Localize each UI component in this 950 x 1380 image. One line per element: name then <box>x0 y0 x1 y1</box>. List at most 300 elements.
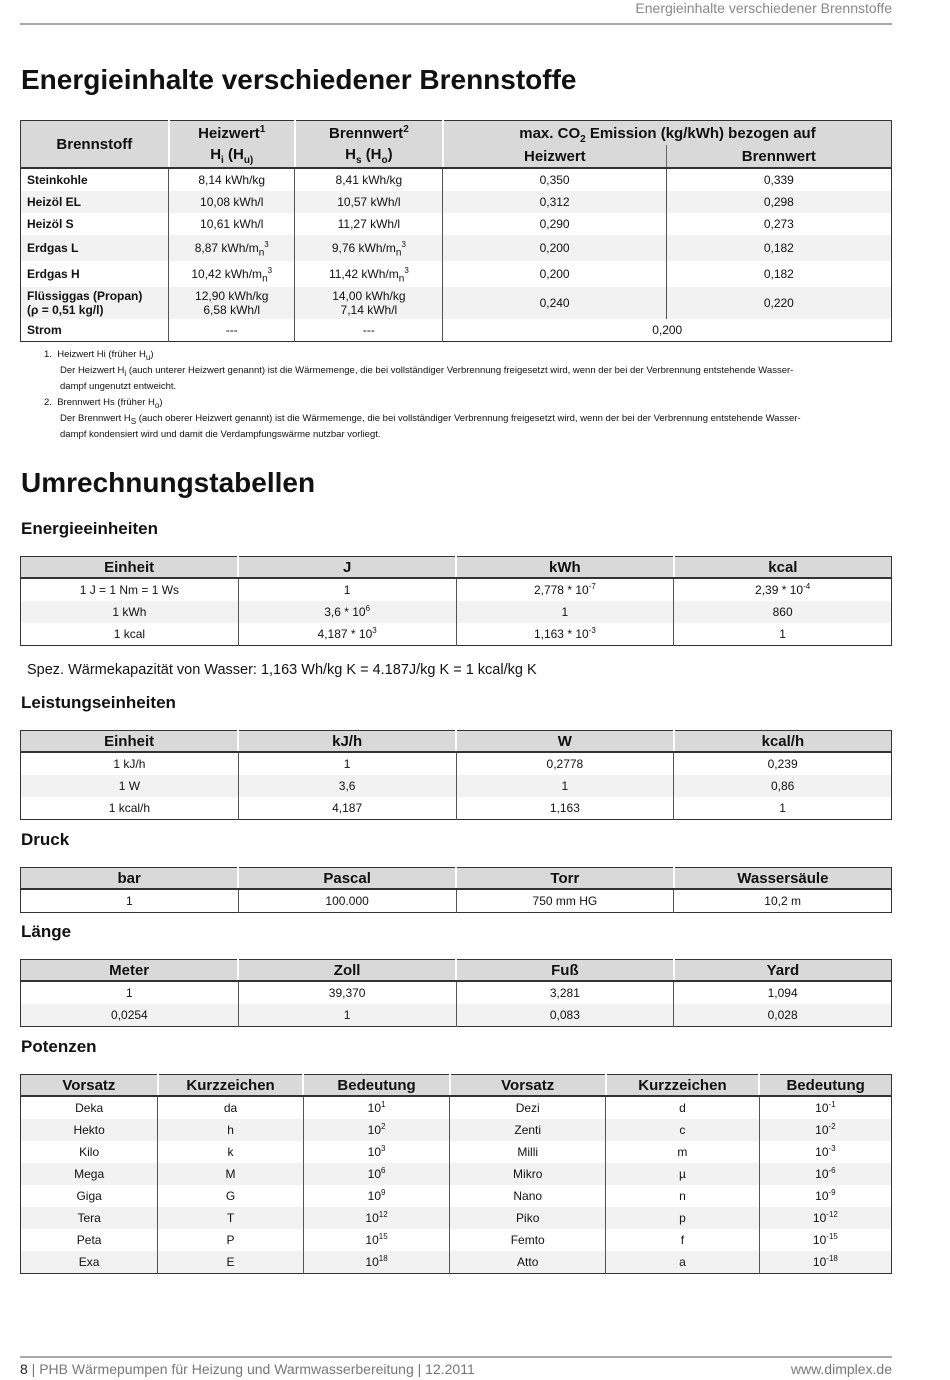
prefix-name: Dezi <box>450 1096 606 1119</box>
pressure-body <box>21 889 892 913</box>
fuel-unit-sub: n <box>395 247 402 259</box>
energy-cell: 1 J = 1 Nm = 1 Ws <box>79 583 180 597</box>
table-row <box>21 235 892 261</box>
prefix-exponent: -18 <box>826 1254 838 1263</box>
length-body <box>21 981 892 1027</box>
page-title: Energieinhalte verschiedener Brennstoffe <box>21 64 577 95</box>
pressure-cell: 1 <box>126 894 133 908</box>
prefix-value <box>303 1119 450 1141</box>
fuel-cell-hi <box>169 168 295 191</box>
prefix-base: 10 <box>367 1145 382 1159</box>
table-row <box>21 1163 892 1185</box>
pressure-cell: 750 mm HG <box>456 889 674 913</box>
power-cell: 1 kcal/h <box>108 801 151 815</box>
power-cell: 0,2778 <box>456 752 674 775</box>
prefix-name: Hekto <box>21 1119 158 1141</box>
pressure-header-cell: bar <box>21 868 239 890</box>
energy-cell-exp: -7 <box>588 582 596 591</box>
energy-cell <box>238 601 456 623</box>
powers-header-cell: Kurzzeichen <box>158 1075 304 1097</box>
header-brennstoff: Brennstoff <box>21 121 169 169</box>
power-cell: 1,163 <box>456 797 674 820</box>
prefix-name: Deka <box>75 1101 104 1115</box>
prefix-exponent: 18 <box>378 1254 388 1263</box>
power-title: Leistungseinheiten <box>21 693 176 712</box>
fuel-cell-hs <box>295 261 443 287</box>
prefix-base: 10 <box>815 1189 829 1203</box>
energy-cell: 1 kWh <box>21 601 239 623</box>
table-row <box>21 191 892 213</box>
footnote-1-title-sub: u <box>145 352 151 362</box>
table-row <box>21 1096 892 1119</box>
prefix-value <box>303 1251 450 1274</box>
prefix-base: 10 <box>812 1233 827 1247</box>
footnote-2-title-text: Brennwert Hs (früher H <box>57 397 155 408</box>
propan-hi-1: 12,90 kWh/kg <box>195 289 269 303</box>
fuel-cell-co2-hi: 0,312 <box>443 191 666 213</box>
footnote-2 <box>44 395 884 443</box>
length-cell: 1 <box>126 986 133 1000</box>
prefix-symbol: m <box>606 1141 760 1163</box>
length-header-cell: Meter <box>21 960 239 982</box>
water-heat-capacity-note: Spez. Wärmekapazität von Wasser: 1,163 Wh/kg K = 4.187J/kg K = 1 kcal/kg K <box>27 662 537 678</box>
length-header-cell: Zoll <box>238 960 456 982</box>
prefix-base: 10 <box>365 1233 379 1247</box>
header-brennwert-label: Brennwert <box>329 125 404 142</box>
fuel-cell-co2-hs: 0,298 <box>666 191 891 213</box>
power-header-cell: kJ/h <box>238 731 456 753</box>
fuel-value: 10,61 kWh/l <box>200 217 264 231</box>
footnotes <box>44 347 884 443</box>
table-row <box>21 1119 892 1141</box>
header-co2-b: Emission (kg/kWh) bezogen auf <box>585 124 816 142</box>
footer-page-number: 8 <box>20 1361 28 1377</box>
prefix-symbol: d <box>606 1096 760 1119</box>
prefix-symbol: p <box>606 1207 760 1229</box>
length-cell: 0,083 <box>456 1004 674 1027</box>
header-co2-sub: 2 <box>580 133 586 145</box>
propan-hi-2: 6,58 kWh/l <box>203 303 261 317</box>
prefix-base: 10 <box>367 1189 382 1203</box>
running-header: Energieinhalte verschiedener Brennstoffe <box>20 0 892 25</box>
table-row <box>21 981 892 1004</box>
propan-hs-1: 14,00 kWh/kg <box>332 289 406 303</box>
strom-co2: 0,200 <box>443 319 892 342</box>
table-row <box>21 623 892 646</box>
table-row <box>21 213 892 235</box>
table-row <box>21 601 892 623</box>
footnote-2-text-a: Der Brennwert H <box>60 413 131 424</box>
prefix-name: Kilo <box>79 1145 100 1159</box>
fuel-table-header <box>21 121 892 146</box>
energy-header-j: J <box>238 557 456 579</box>
header-co2-a: max. CO <box>519 124 581 142</box>
prefix-base: 10 <box>367 1123 382 1137</box>
prefix-value <box>303 1207 450 1229</box>
fuel-value: 10,08 kWh/l <box>200 195 264 209</box>
prefix-exponent: -6 <box>828 1166 836 1175</box>
prefix-name: Atto <box>450 1251 606 1274</box>
fuel-cell-hs <box>295 213 443 235</box>
prefix-value <box>303 1096 450 1119</box>
prefix-name: Exa <box>21 1251 158 1274</box>
table-row-propan <box>21 287 892 319</box>
footnote-1-text-a: Der Heizwert H <box>60 365 125 376</box>
prefix-symbol: da <box>158 1096 304 1119</box>
length-header-cell: Yard <box>674 960 892 982</box>
powers-title: Potenzen <box>21 1037 97 1056</box>
table-row <box>21 1207 892 1229</box>
powers-table <box>20 1074 892 1274</box>
pressure-header-cell: Pascal <box>238 868 456 890</box>
footer-separator: | <box>27 1361 40 1377</box>
prefix-base: 10 <box>367 1167 382 1181</box>
fuel-name: Heizöl EL <box>27 195 82 209</box>
energy-cell <box>674 578 892 601</box>
prefix-symbol: M <box>158 1163 304 1185</box>
fuel-cell-hs <box>295 191 443 213</box>
energy-cell <box>456 578 674 601</box>
energy-header-kwh: kWh <box>456 557 674 579</box>
power-header <box>21 731 892 753</box>
propan-name-1: Flüssiggas (Propan) <box>27 289 143 303</box>
prefix-symbol: G <box>158 1185 304 1207</box>
table-row <box>21 261 892 287</box>
fuel-cell-co2-hi: 0,350 <box>443 168 666 191</box>
prefix-name: Milli <box>450 1141 606 1163</box>
footnote-1-body <box>44 363 884 395</box>
fuel-unit-sup: 3 <box>404 266 409 275</box>
energy-cell-base: 2,39 * 10 <box>755 583 804 597</box>
prefix-symbol: a <box>606 1251 760 1274</box>
table-row <box>21 889 892 913</box>
pressure-header <box>21 868 892 890</box>
prefix-symbol: T <box>158 1207 304 1229</box>
power-cell: 0,239 <box>674 752 892 775</box>
table-row <box>21 168 892 191</box>
pressure-header-cell: Torr <box>456 868 674 890</box>
footnote-2-title <box>44 395 884 411</box>
fuel-cell-co2-hi: 0,200 <box>443 261 666 287</box>
header-co2-brennwert: Brennwert <box>666 145 891 168</box>
powers-header-cell: Kurzzeichen <box>606 1075 760 1097</box>
powers-header-cell: Bedeutung <box>759 1075 891 1097</box>
strom-hs: --- <box>295 319 443 342</box>
energy-header-kcal: kcal <box>674 557 892 579</box>
fuel-unit-sub: n <box>398 273 405 285</box>
fuel-value: 11,27 kWh/l <box>337 217 401 231</box>
prefix-base: 10 <box>815 1101 829 1115</box>
energy-cell-exp: 6 <box>365 604 371 613</box>
prefix-name: Nano <box>450 1185 606 1207</box>
power-cell: 1 kJ/h <box>113 757 146 771</box>
propan-name-2: (ρ = 0,51 kg/l) <box>27 303 104 317</box>
footer <box>20 1356 892 1378</box>
fuel-unit-sup: 3 <box>264 240 269 249</box>
prefix-name: Giga <box>76 1189 102 1203</box>
energy-cell <box>238 623 456 646</box>
table-row <box>21 578 892 601</box>
energy-header-einheit: Einheit <box>21 557 239 579</box>
fuel-cell-co2-hi: 0,290 <box>443 213 666 235</box>
power-cell: 0,86 <box>674 775 892 797</box>
energy-cell-base: 1,163 * 10 <box>533 627 589 641</box>
prefix-exponent: 3 <box>381 1144 386 1153</box>
prefix-exponent: 2 <box>381 1122 386 1131</box>
prefix-exponent: -3 <box>828 1144 836 1153</box>
fuel-table-body <box>21 168 892 287</box>
length-header <box>21 960 892 982</box>
header-brennwert-sym: H <box>345 146 356 163</box>
footnote-1-num: 1. <box>44 349 52 360</box>
power-cell: 1 W <box>21 775 239 797</box>
header-co2-heizwert: Heizwert <box>443 145 666 168</box>
prefix-symbol: µ <box>606 1163 760 1185</box>
prefix-name: Zenti <box>450 1119 606 1141</box>
prefix-symbol: k <box>158 1141 304 1163</box>
fuel-cell-co2-hs: 0,182 <box>666 261 891 287</box>
power-cell: 1 <box>674 797 892 820</box>
footnote-2-text-sub: S <box>130 416 137 426</box>
fuel-cell-co2-hs: 0,339 <box>666 168 891 191</box>
footnote-1-title-end: ) <box>150 349 154 360</box>
prefix-symbol: n <box>606 1185 760 1207</box>
prefix-value <box>759 1251 891 1274</box>
energy-cell <box>456 623 674 646</box>
fuel-cell-hi <box>169 213 295 235</box>
power-cell: 4,187 <box>238 797 456 820</box>
footnote-2-title-end: ) <box>159 397 163 408</box>
prefix-base: 10 <box>812 1255 827 1269</box>
length-cell: 3,281 <box>456 981 674 1004</box>
prefix-exponent: 15 <box>378 1232 388 1241</box>
table-row <box>21 775 892 797</box>
energy-cell-exp: -3 <box>588 626 596 635</box>
propan-co2-hi: 0,240 <box>443 287 666 319</box>
footnote-1-text-b: (auch unterer Heizwert genannt) ist die Wärmemenge, die bei vollständiger Verbrennung freigesetzt wird, wenn der bei der Verbrennung entstehende Wasser- <box>126 365 794 376</box>
prefix-exponent: -2 <box>828 1122 836 1131</box>
header-heizwert-sym: H <box>210 146 222 163</box>
fuel-value: 8,87 kWh/m <box>194 241 259 255</box>
power-table <box>20 730 892 820</box>
prefix-exponent: 1 <box>381 1100 386 1109</box>
length-table <box>20 959 892 1027</box>
prefix-value <box>303 1229 450 1251</box>
energy-cell-base: 3,6 * 10 <box>324 605 366 619</box>
fuel-name: Erdgas H <box>27 267 80 281</box>
fuel-name: Erdgas L <box>27 241 79 255</box>
fuel-value: 8,14 kWh/kg <box>198 173 266 187</box>
prefix-value <box>303 1163 450 1185</box>
prefix-value <box>303 1141 450 1163</box>
length-cell: 1,094 <box>674 981 892 1004</box>
header-brennwert-sup: 2 <box>403 124 409 135</box>
propan-hs <box>295 287 443 319</box>
prefix-name: Mikro <box>450 1163 606 1185</box>
table-row <box>21 1251 892 1274</box>
table-row <box>21 1229 892 1251</box>
fuel-name: Heizöl S <box>27 217 74 231</box>
powers-header-cell: Bedeutung <box>303 1075 450 1097</box>
prefix-name: Peta <box>76 1233 102 1247</box>
energy-table <box>20 556 892 646</box>
prefix-name: Femto <box>450 1229 606 1251</box>
prefix-value <box>759 1229 891 1251</box>
energy-cell: 1 <box>456 601 674 623</box>
header-brennwert <box>295 121 443 169</box>
energy-cell: 1 <box>674 623 892 646</box>
power-cell: 1 <box>238 752 456 775</box>
prefix-value <box>759 1141 891 1163</box>
fuel-name: Steinkohle <box>27 173 88 187</box>
prefix-value <box>303 1185 450 1207</box>
fuel-cell-hi <box>169 191 295 213</box>
power-cell: 3,6 <box>238 775 456 797</box>
energy-cell: 1 kcal <box>113 627 146 641</box>
header-brennwert-sym-sub: s <box>355 155 362 166</box>
fuel-unit-sup: 3 <box>401 240 406 249</box>
power-header-cell: kcal/h <box>674 731 892 753</box>
propan-name <box>21 287 169 319</box>
pressure-cell: 10,2 m <box>674 889 892 913</box>
prefix-base: 10 <box>815 1145 829 1159</box>
header-brennwert-paren-sub: o <box>381 155 388 166</box>
prefix-exponent: 12 <box>378 1210 388 1219</box>
power-header-cell: W <box>456 731 674 753</box>
fuel-value: 10,57 kWh/l <box>337 195 401 209</box>
table-row <box>21 752 892 775</box>
prefix-exponent: 6 <box>381 1166 386 1175</box>
header-brennwert-paren-close: ) <box>387 146 393 163</box>
fuel-unit-sup: 3 <box>267 266 273 275</box>
section-title-conversion: Umrechnungstabellen <box>21 467 316 498</box>
prefix-base: 10 <box>365 1255 379 1269</box>
footer-publication: PHB Wärmepumpen für Heizung und Warmwasserbereitung <box>39 1361 414 1377</box>
footnote-1-text-sub: i <box>124 368 127 378</box>
fuel-value: 11,42 kWh/m <box>328 267 399 281</box>
fuel-unit-sub: n <box>262 273 268 285</box>
prefix-name: Mega <box>21 1163 158 1185</box>
fuel-value: 10,42 kWh/m <box>191 267 263 281</box>
fuel-value: 8,41 kWh/kg <box>335 173 403 187</box>
footnote-2-body <box>44 411 884 443</box>
prefix-exponent: -1 <box>828 1100 836 1109</box>
footnote-1-title <box>44 347 884 363</box>
prefix-value <box>759 1096 891 1119</box>
length-title: Länge <box>21 922 72 941</box>
propan-co2-hs: 0,220 <box>666 287 891 319</box>
energy-cell: 860 <box>674 601 892 623</box>
table-row <box>21 1004 892 1027</box>
prefix-name: Tera <box>21 1207 158 1229</box>
power-cell: 1 <box>456 775 674 797</box>
prefix-exponent: -12 <box>826 1210 838 1219</box>
header-heizwert-sup: 1 <box>259 124 266 135</box>
powers-header <box>21 1075 892 1097</box>
footnote-2-text-b: (auch oberer Heizwert genannt) ist die Wärmemenge, die bei vollständiger Verbrennung freigesetzt wird, wenn der bei der Verbrennung entstehende Wasser- <box>136 413 801 424</box>
length-cell: 0,028 <box>674 1004 892 1027</box>
prefix-symbol: E <box>158 1251 304 1274</box>
powers-header-cell: Vorsatz <box>450 1075 606 1097</box>
fuel-value: 9,76 kWh/m <box>331 241 396 255</box>
prefix-base: 10 <box>367 1101 382 1115</box>
prefix-symbol: P <box>158 1229 304 1251</box>
pressure-header-cell: Wassersäule <box>674 868 892 890</box>
header-co2 <box>443 121 892 146</box>
prefix-name: Piko <box>450 1207 606 1229</box>
footer-date: 12.2011 <box>425 1361 475 1377</box>
prefix-value <box>759 1185 891 1207</box>
prefix-base: 10 <box>365 1211 379 1225</box>
prefix-symbol: c <box>606 1119 760 1141</box>
length-header-cell: Fuß <box>456 960 674 982</box>
energy-cell-exp: 3 <box>372 626 377 635</box>
footer-separator: | <box>413 1361 426 1377</box>
prefix-symbol: h <box>158 1119 304 1141</box>
energy-title: Energieeinheiten <box>21 519 158 538</box>
pressure-table <box>20 867 892 913</box>
powers-header-cell: Vorsatz <box>21 1075 158 1097</box>
table-row <box>21 797 892 820</box>
fuel-cell-hi <box>169 235 295 261</box>
fuel-unit-sub: n <box>258 247 265 259</box>
propan-hi <box>169 287 295 319</box>
prefix-value <box>759 1207 891 1229</box>
strom-name: Strom <box>27 323 62 337</box>
prefix-symbol: f <box>606 1229 760 1251</box>
fuel-cell-co2-hs: 0,273 <box>666 213 891 235</box>
power-body <box>21 752 892 820</box>
length-cell: 39,370 <box>238 981 456 1004</box>
header-brennwert-paren: (H <box>365 146 382 163</box>
fuel-cell-hs <box>295 235 443 261</box>
prefix-value <box>759 1163 891 1185</box>
energy-header <box>21 557 892 579</box>
fuel-cell-co2-hi: 0,200 <box>443 235 666 261</box>
header-heizwert-paren-sub: u) <box>243 155 254 166</box>
length-cell: 1 <box>238 1004 456 1027</box>
fuel-cell-hs <box>295 168 443 191</box>
footnote-1-text-c: dampf ungenutzt entweicht. <box>60 381 177 392</box>
energy-cell-exp: -4 <box>803 582 811 591</box>
pressure-cell: 100.000 <box>238 889 456 913</box>
length-cell: 0,0254 <box>21 1004 239 1027</box>
prefix-exponent: -15 <box>826 1232 838 1241</box>
pressure-title: Druck <box>21 830 70 849</box>
prefix-base: 10 <box>815 1167 829 1181</box>
footnote-2-text-c: dampf kondensiert wird und damit die Verdampfungswärme nutzbar vorliegt. <box>60 429 381 440</box>
power-header-cell: Einheit <box>21 731 239 753</box>
table-row-strom <box>21 319 892 342</box>
footnote-1 <box>44 347 884 395</box>
table-row <box>21 1185 892 1207</box>
propan-hs-2: 7,14 kWh/l <box>340 303 398 317</box>
footnote-2-num: 2. <box>44 397 52 408</box>
footnote-1-title-text: Heizwert Hi (früher H <box>57 349 146 360</box>
prefix-exponent: 9 <box>381 1188 386 1197</box>
energy-cell: 1 <box>238 578 456 601</box>
fuel-table <box>20 120 892 342</box>
footnote-2-title-sub: o <box>154 400 160 410</box>
footer-url: www.dimplex.de <box>790 1361 892 1377</box>
fuel-cell-co2-hs: 0,182 <box>666 235 891 261</box>
table-row <box>21 1141 892 1163</box>
prefix-value <box>759 1119 891 1141</box>
fuel-cell-hi <box>169 261 295 287</box>
header-heizwert-paren: (H <box>227 146 244 163</box>
header-heizwert <box>169 121 295 169</box>
energy-cell-base: 4,187 * 10 <box>317 627 373 641</box>
